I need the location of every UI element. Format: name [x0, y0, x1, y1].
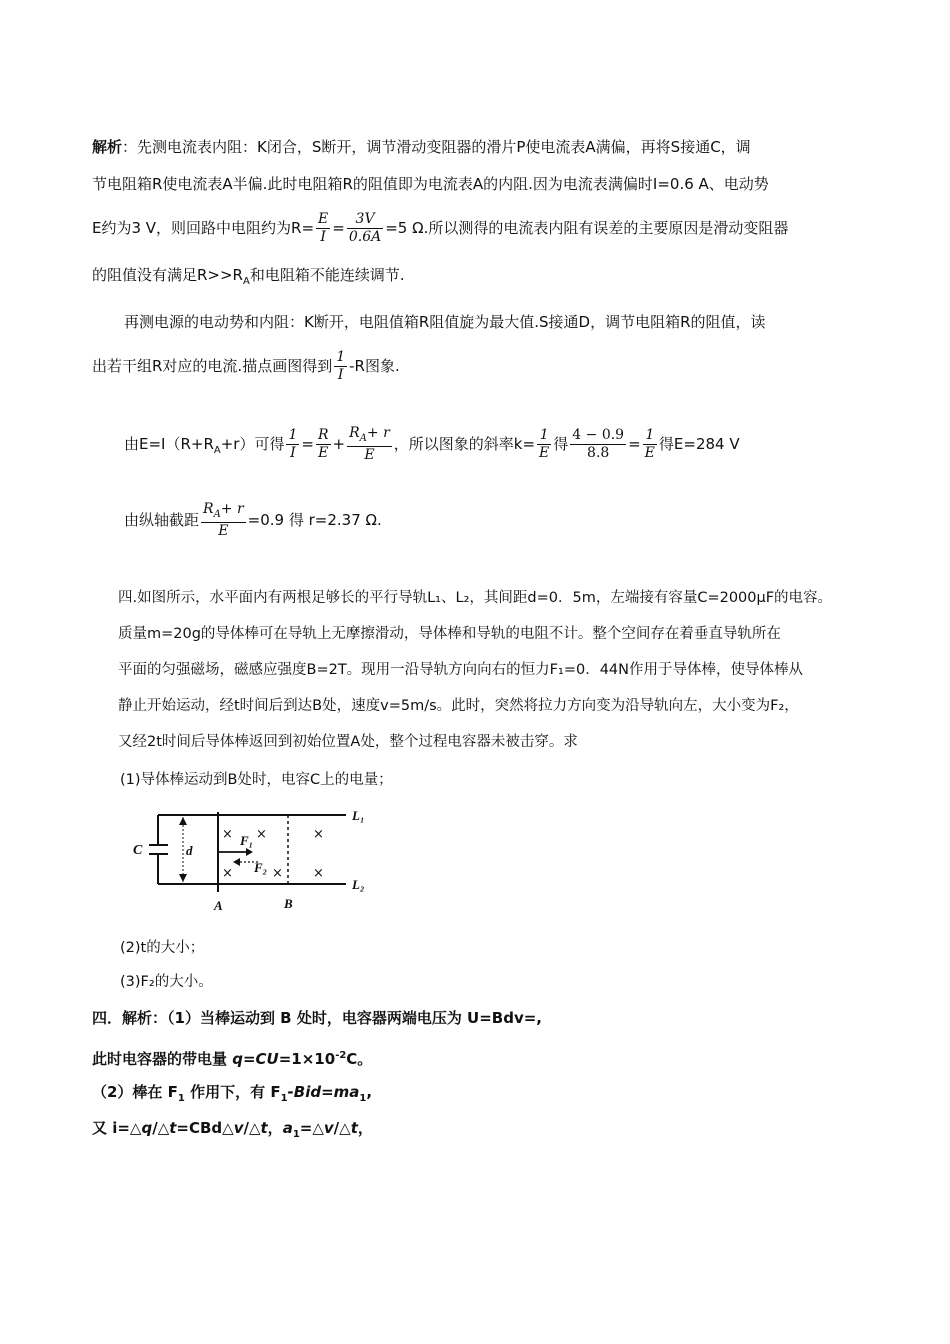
- question-1: (1)导体棒运动到B处时，电容C上的电量；: [120, 772, 393, 788]
- label-c: C: [133, 843, 143, 858]
- problem-line-4: 静止开始运动，经t时间后到达B处，速度v=5m/s。此时，突然将拉力方向变为沿导轨向左，大小变为F₂，: [118, 698, 799, 714]
- analysis-label: 解析: [92, 138, 123, 156]
- field-mark: ×: [222, 827, 233, 842]
- label-f1: F₁: [240, 833, 254, 848]
- analysis-line-4: 的阻值没有满足$R>>R_A$和电阻箱不能连续调节.: [92, 266, 405, 287]
- analysis-line-7: 由$E=I(R+R_A+r)$可得 $\frac{1}{I}$ = $\frac{R}{E}$ + $\frac{R_A+ r}{E}$ ，所以图象的斜率k= $\frac{1}{E}$ 得 $\frac{4 - 0.9}{8.8}$ = $\frac{1}{E}$ 得E=284 V: [124, 424, 740, 464]
- field-mark: ×: [272, 866, 283, 881]
- question-3: (3)F₂的大小。: [120, 974, 213, 990]
- analysis-line-5: 再测电源的电动势和内阻：K断开，电阻值箱R阻值旋为最大值.S接通D，调节电阻箱R的阻值，读: [124, 313, 766, 331]
- field-mark: ×: [313, 827, 324, 842]
- solution-line-4: 又 i=△q/△t=CBd△v/△t，$a_1=\triangle v/\triangle t$，: [92, 1119, 373, 1140]
- analysis-line-2: 节电阻箱R使电流表A半偏.此时电阻箱R的阻值即为电流表A的内阻.因为电流表满偏时I=0.6 A、电动势: [92, 175, 769, 193]
- problem-line-5: 又经2t时间后导体棒返回到初始位置A处，整个过程电容器未被击穿。求: [118, 734, 578, 750]
- rail-circuit-diagram: [128, 800, 388, 915]
- label-d: d: [186, 843, 193, 858]
- field-mark: ×: [222, 866, 233, 881]
- field-mark: ×: [313, 866, 324, 881]
- analysis-line-6: 出若干组R对应的电流.描点画图得到 $\frac{1}{I}$ -R图象.: [92, 349, 400, 383]
- label-a: A: [214, 898, 223, 913]
- fraction-1-over-i: $\frac{1}{I}$: [336, 349, 346, 383]
- analysis-line-1: 解析：先测电流表内阻：K闭合，S断开，调节滑动变阻器的滑片P使电流表A满偏，再将S接通C，调: [92, 138, 751, 156]
- label-l1: L₁: [352, 808, 365, 823]
- question-2: (2)t的大小；: [120, 940, 205, 956]
- problem-line-2: 质量m=20g的导体棒可在导轨上无摩擦滑动，导体棒和导轨的电阻不计。整个空间存在着垂直导轨所在: [118, 626, 781, 642]
- analysis-line-3: E约为3 V，则回路中电阻约为R= $\frac{E}{I}$ = $\frac{3V}{0.6A}$ =5 Ω.所以测得的电流表内阻有误差的主要原因是滑动变阻器: [92, 211, 789, 245]
- fraction-e-over-i: $\frac{E}{I}$: [318, 211, 329, 245]
- field-mark: ×: [256, 827, 267, 842]
- fraction-3v-over-0.6a: $\frac{3V}{0.6A}$: [348, 211, 382, 245]
- problem-line-3: 平面的匀强磁场，磁感应强度B=2T。现用一沿导轨方向向右的恒力F₁=0．44N作用于导体棒，使导体棒从: [118, 662, 804, 678]
- problem-line-1: 四.如图所示，水平面内有两根足够长的平行导轨L₁、L₂，其间距d=0．5m，左端接有容量C=2000μF的电容。: [118, 590, 833, 606]
- analysis-line-8: 由纵轴截距 $\frac{R_A+ r}{E}$ =0.9 得 r=2.37 Ω.: [124, 500, 382, 540]
- label-f2: F₂: [254, 860, 268, 875]
- label-b: B: [284, 896, 293, 911]
- solution-line-1: 四．解析：（1）当棒运动到 B 处时，电容器两端电压为 U=Bdv=,: [92, 1009, 543, 1027]
- solution-line-3: （2）棒在 $F_1$ 作用下，有 $F_1-Bid=ma_1$,: [92, 1083, 373, 1104]
- solution-line-2: 此时电容器的带电量 $q=CU=1\times 10^{-2}C$。: [92, 1050, 373, 1068]
- label-l2: L₂: [352, 877, 365, 892]
